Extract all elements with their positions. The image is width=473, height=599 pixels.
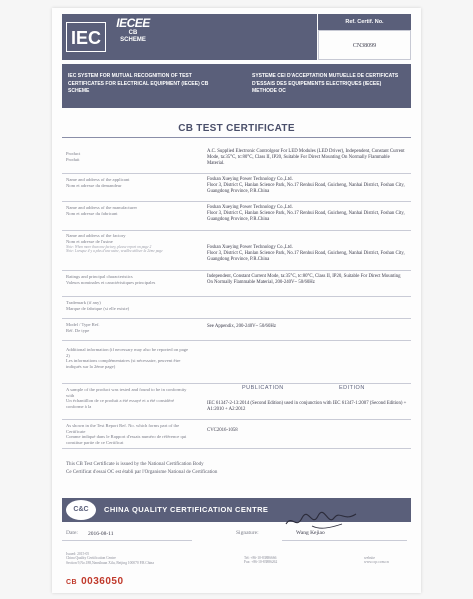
- test-report-label: As shown in the Test Report Ref. No. which forms part of the Certificate Comme indiqué dans le Rapport d'essais numéro de référence qui constitue partie de ce Certificat: [66, 423, 187, 445]
- publication-heading: PUBLICATION: [242, 385, 284, 391]
- date-value: 2016-08-11: [88, 531, 114, 537]
- serial-prefix: CB: [66, 579, 78, 586]
- product-label: Product Produit: [66, 151, 81, 162]
- ratings-label: Ratings and principal characteristics Valeurs nominales et caractéristiques principales: [66, 274, 156, 285]
- iecee-cb-logo: [112, 16, 154, 56]
- scheme-logo-text: SCHEME: [120, 37, 146, 43]
- cqc-name: CHINA QUALITY CERTIFICATION CENTRE: [104, 505, 269, 514]
- divider: [62, 383, 411, 384]
- edition-heading: EDITION: [339, 385, 365, 391]
- signer-name: Wang Kejiao: [296, 530, 325, 536]
- divider: [62, 201, 411, 202]
- ratings-value: Independent, Constant Current Mode, ta:35°C, tc:80°C, Class II, IP20, Suitable For Direct Mounting On Normally Flammable Material, 200-240V~ 50/60Hz: [207, 274, 401, 286]
- scheme-title-en: IEC SYSTEM FOR MUTUAL RECOGNITION OF TEST CERTIFICATES FOR ELECTRICAL EQUIPMENT (IECEE) CB SCHEME: [68, 73, 209, 94]
- divider: [62, 173, 411, 174]
- manufacturer-label: Name and address of the manufacturer Nom et adresse du fabricant: [66, 205, 138, 216]
- signature-rule: [282, 540, 407, 541]
- cqc-website: website www.cqc.com.cn: [364, 556, 389, 565]
- ref-certif-value: CN38099: [318, 30, 411, 60]
- iec-logo: IEC: [66, 22, 106, 52]
- ref-certif-label: Ref. Certif. No.: [318, 14, 411, 30]
- sample-tested-label: A sample of the product was tested and found to be in conformity with Un échantillon de ce produit a été essayé et a été considéré conforme à la: [66, 387, 187, 409]
- scheme-band: [62, 64, 411, 108]
- factory-value: Foshan Xueying Power Technology Co.,Ltd. Floor 3, District C, Hanlan Science Park, No.17 Renhui Road, Guicheng, Nanhai District, Foshan City, Guangdong Province, P.R.China: [207, 245, 405, 263]
- serial-value: 0036050: [81, 576, 124, 587]
- divider: [62, 340, 411, 341]
- serial-number: [66, 576, 124, 587]
- cqc-phone: Tel: +86-10-83886666 Fax: +86-10-83886262: [244, 556, 278, 565]
- cb-logo-text: CB: [128, 30, 138, 36]
- applicant-value: Foshan Xueying Power Technology Co.,Ltd. Floor 3, District C, Hanlan Science Park, No.17 Renhui Road, Guicheng, Nanhai District, Foshan City, Guangdong Province, P.R.China: [207, 177, 405, 195]
- certificate-title: CB TEST CERTIFICATE: [178, 123, 295, 134]
- cqc-logo: C&C: [66, 500, 96, 520]
- title-divider: [62, 137, 411, 138]
- issued-by-fr: Ce Certificat d'essai OC est établi par l'Organisme National de Certification: [66, 470, 218, 475]
- trademark-label: Trademark (if any) Marque de fabrique (si elle existe): [66, 300, 130, 311]
- iecee-logo-text: IECEE: [116, 16, 150, 30]
- factory-label: Name and address of the factory Nom et adresse de l'usine: [66, 233, 126, 244]
- divider: [62, 230, 411, 231]
- scheme-title-fr: SYSTEME CEI D'ACCEPTATION MUTUELLE DE CERTIFICATS D'ESSAIS DES EQUIPEMENTS ELECTRIQUES (IECEE) METHODE OC: [252, 73, 399, 94]
- model-value: See Appendix, 200-240V~ 50/60Hz: [207, 324, 276, 329]
- divider: [62, 419, 411, 420]
- date-rule: [62, 540, 192, 541]
- manufacturer-value: Foshan Xueying Power Technology Co.,Ltd. Floor 3, District C, Hanlan Science Park, No.17 Renhui Road, Guicheng, Nanhai District, Foshan City, Guangdong Province, P.R.China: [207, 205, 405, 223]
- issued-by-en: This CB Test Certificate is issued by the National Certification Body: [66, 462, 204, 467]
- additional-info-label: Additional information (if necessary may also be reported on page 2) Les informations complémentaires (si nécessaire, peuvent être indiqués sur la 2ème page): [66, 347, 189, 369]
- divider: [62, 318, 411, 319]
- divider: [62, 296, 411, 297]
- factory-note: Note: When more than one factory, please report on page 2 Note: Lorsque il y a plus d'une usine, veuillez utiliser la 2ème page: [66, 245, 163, 254]
- product-value: A.C. Supplied Electronic Controlgear For LED Modules (LED Driver), Independent, Constant Current Mode, ta:35°C, tc:80°C, Class II, IP20, Suitable For Direct Mounting On Normally Flammable Material.: [207, 149, 405, 167]
- test-report-value: CVC2016-1058: [207, 428, 238, 433]
- signature-label: Signature:: [236, 530, 259, 536]
- divider: [62, 448, 411, 449]
- date-label: Date:: [66, 530, 78, 536]
- cqc-address: Issued: 2015-05 China Quality Certification Centre Section 9,No.188,Nansihuan Xilu, Beijing 100070 P.R.China: [66, 552, 154, 565]
- publication-value: IEC 61347-2-13:2014 (Second Edition) used in conjunction with IEC 61347-1:2007 (Second Edition) + A1:2010 + A2:2012: [207, 401, 407, 413]
- model-label: Model / Type Ref. Réf. De type: [66, 322, 100, 333]
- applicant-label: Name and address of the applicant Nom et adresse du demandeur: [66, 177, 130, 188]
- divider: [62, 270, 411, 271]
